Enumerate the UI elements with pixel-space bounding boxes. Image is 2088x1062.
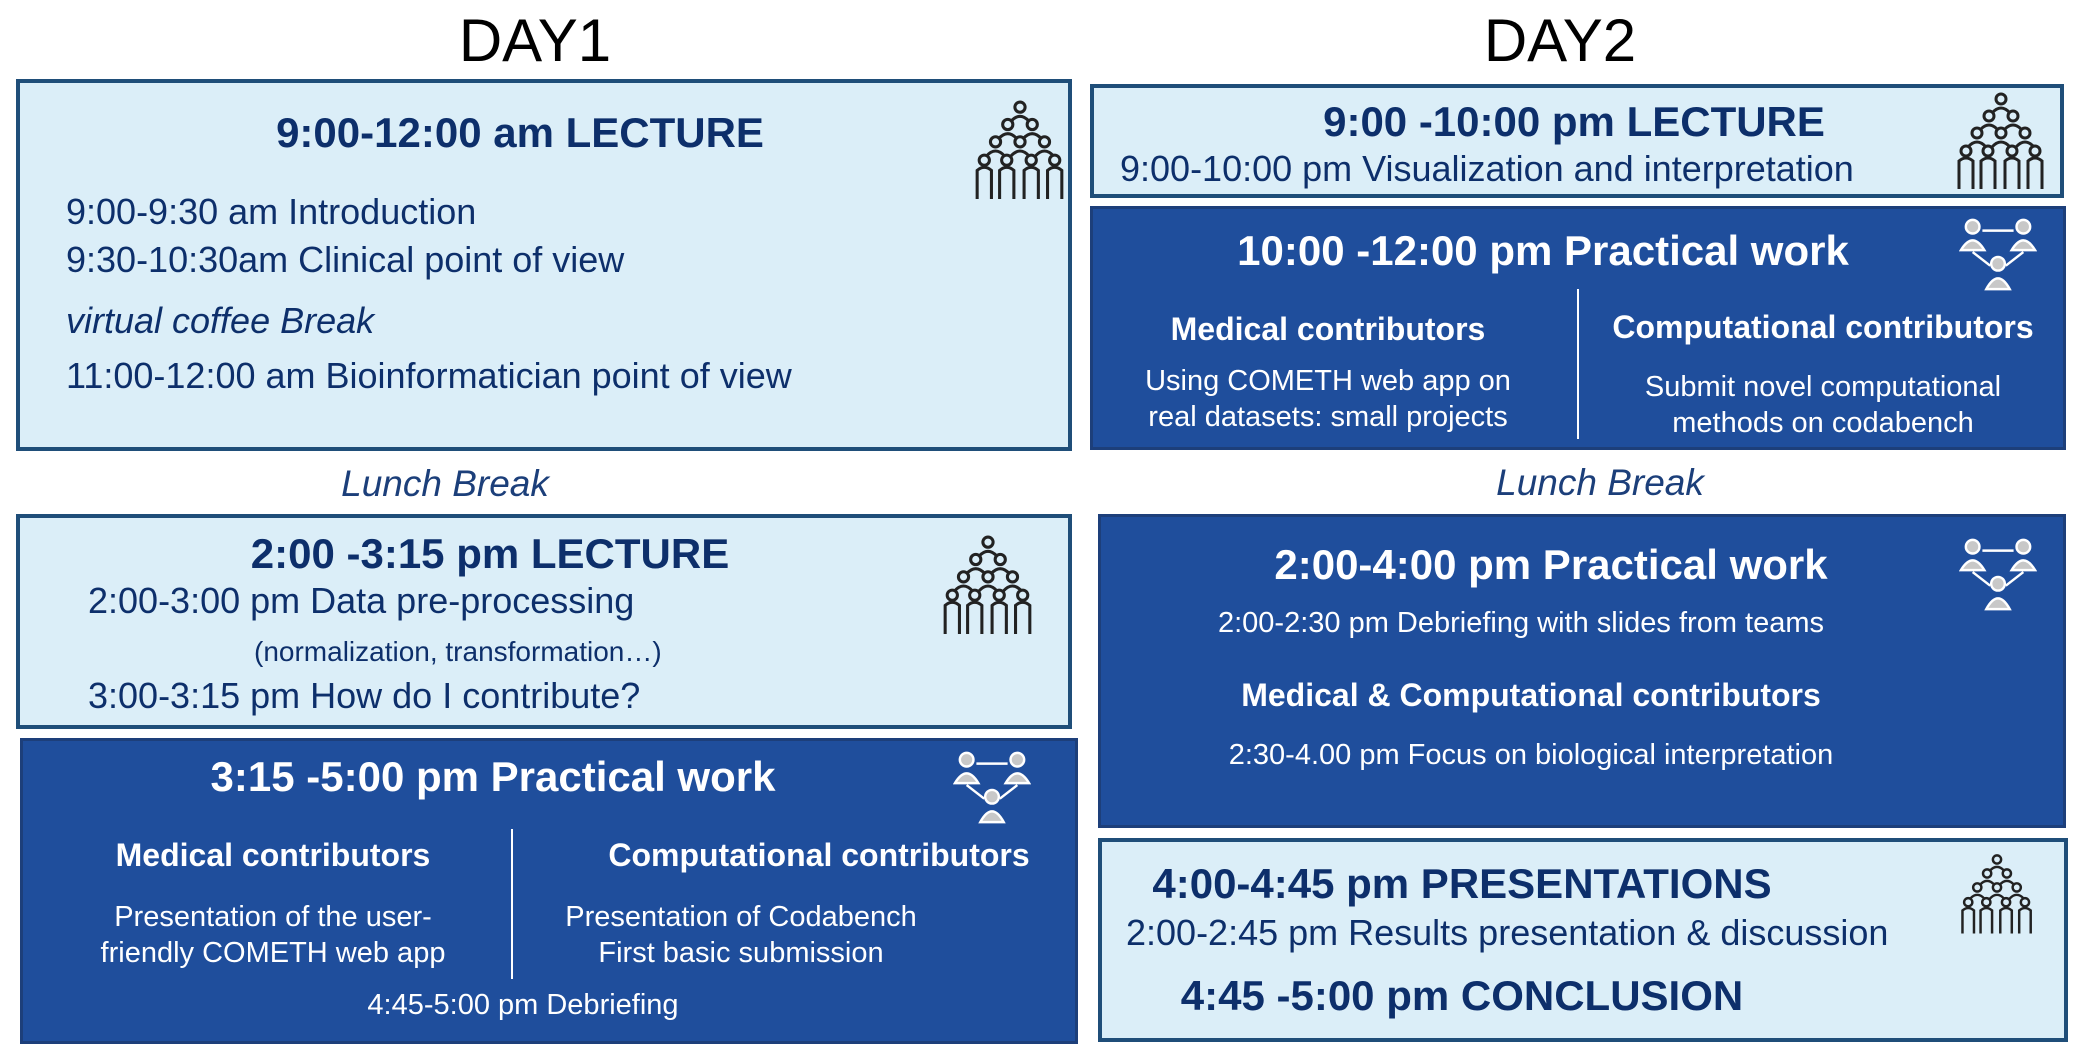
day2-practical-afternoon-box [1098,514,2066,828]
day2-practical-morning-box [1090,206,2066,450]
day1-computational-text-line-2: First basic submission [598,937,884,969]
day2-title: DAY2 [1483,7,1637,74]
day2-conclusion: 4:45 -5:00 pm CONCLUSION [1180,972,1744,1019]
day2-medical-text-line-1: Using COMETH web app on [1145,365,1511,397]
day2-presentations-item: 2:00-2:45 pm Results presentation & discussion [1126,912,1889,953]
day1-debriefing: 4:45-5:00 pm Debriefing [367,989,679,1021]
day2-lecture-heading: 9:00 -10:00 pm LECTURE [1323,98,1825,145]
audience-group-icon [1960,852,2034,936]
day1-lunch-break: Lunch Break [341,463,549,504]
day1-practical-box [20,738,1078,1044]
team-collaboration-icon [1959,213,2037,295]
day1-morning-lecture-box [16,79,1072,451]
day2-afternoon-item-1: 2:00-2:30 pm Debriefing with slides from teams [1217,607,1825,639]
audience-group-icon [1956,90,2046,192]
day2-practical-divider [1577,289,1579,439]
day2-practical-afternoon-heading: 2:00-4:00 pm Practical work [1274,541,1828,588]
day1-afternoon-item-1-detail: (normalization, transformation…) [254,636,662,667]
day2-lunch-break: Lunch Break [1496,462,1704,503]
day1-morning-item-3: virtual coffee Break [66,300,375,341]
day1-afternoon-lecture-box [16,514,1072,729]
day2-afternoon-item-2: 2:30-4.00 pm Focus on biological interpretation [1228,739,1834,771]
day1-morning-item-1: 9:00-9:30 am Introduction [66,191,477,232]
day1-practical-heading: 3:15 -5:00 pm Practical work [210,753,776,800]
day2-computational-text-line-2: methods on codabench [1672,407,1974,439]
day2-computational-title: Computational contributors [1612,309,2034,345]
day1-medical-text-line-1: Presentation of the user- [114,901,432,933]
day1-afternoon-item-1: 2:00-3:00 pm Data pre-processing [88,580,635,621]
day1-computational-text-line-1: Presentation of Codabench [565,901,917,933]
day2-medical-title: Medical contributors [1170,311,1486,347]
day1-afternoon-item-2: 3:00-3:15 pm How do I contribute? [88,675,641,716]
day2-presentations-heading: 4:00-4:45 pm PRESENTATIONS [1152,860,1772,907]
day1-afternoon-lecture-heading: 2:00 -3:15 pm LECTURE [250,530,730,577]
audience-group-icon [974,99,1066,201]
day1-morning-lecture-heading: 9:00-12:00 am LECTURE [276,109,764,156]
day1-practical-divider [511,829,513,979]
team-collaboration-icon [953,747,1031,827]
day1-medical-title: Medical contributors [115,837,431,873]
day1-medical-text-line-2: friendly COMETH web app [100,937,446,969]
day2-medical-text-line-2: real datasets: small projects [1148,401,1508,433]
day2-computational-text-line-1: Submit novel computational [1644,371,2002,403]
day2-presentations-box [1098,838,2068,1042]
day1-morning-item-4: 11:00-12:00 am Bioinformatician point of view [66,355,792,396]
day1-computational-title: Computational contributors [608,837,1030,873]
day1-morning-item-2: 9:30-10:30am Clinical point of view [66,239,625,280]
team-collaboration-icon [1959,533,2037,615]
day2-practical-morning-heading: 10:00 -12:00 pm Practical work [1237,227,1849,274]
day1-title: DAY1 [458,7,612,74]
day2-afternoon-subtitle: Medical & Computational contributors [1241,677,1821,713]
day2-lecture-item: 9:00-10:00 pm Visualization and interpretation [1120,148,1854,189]
audience-group-icon [942,534,1034,636]
day2-lecture-box [1090,84,2064,198]
